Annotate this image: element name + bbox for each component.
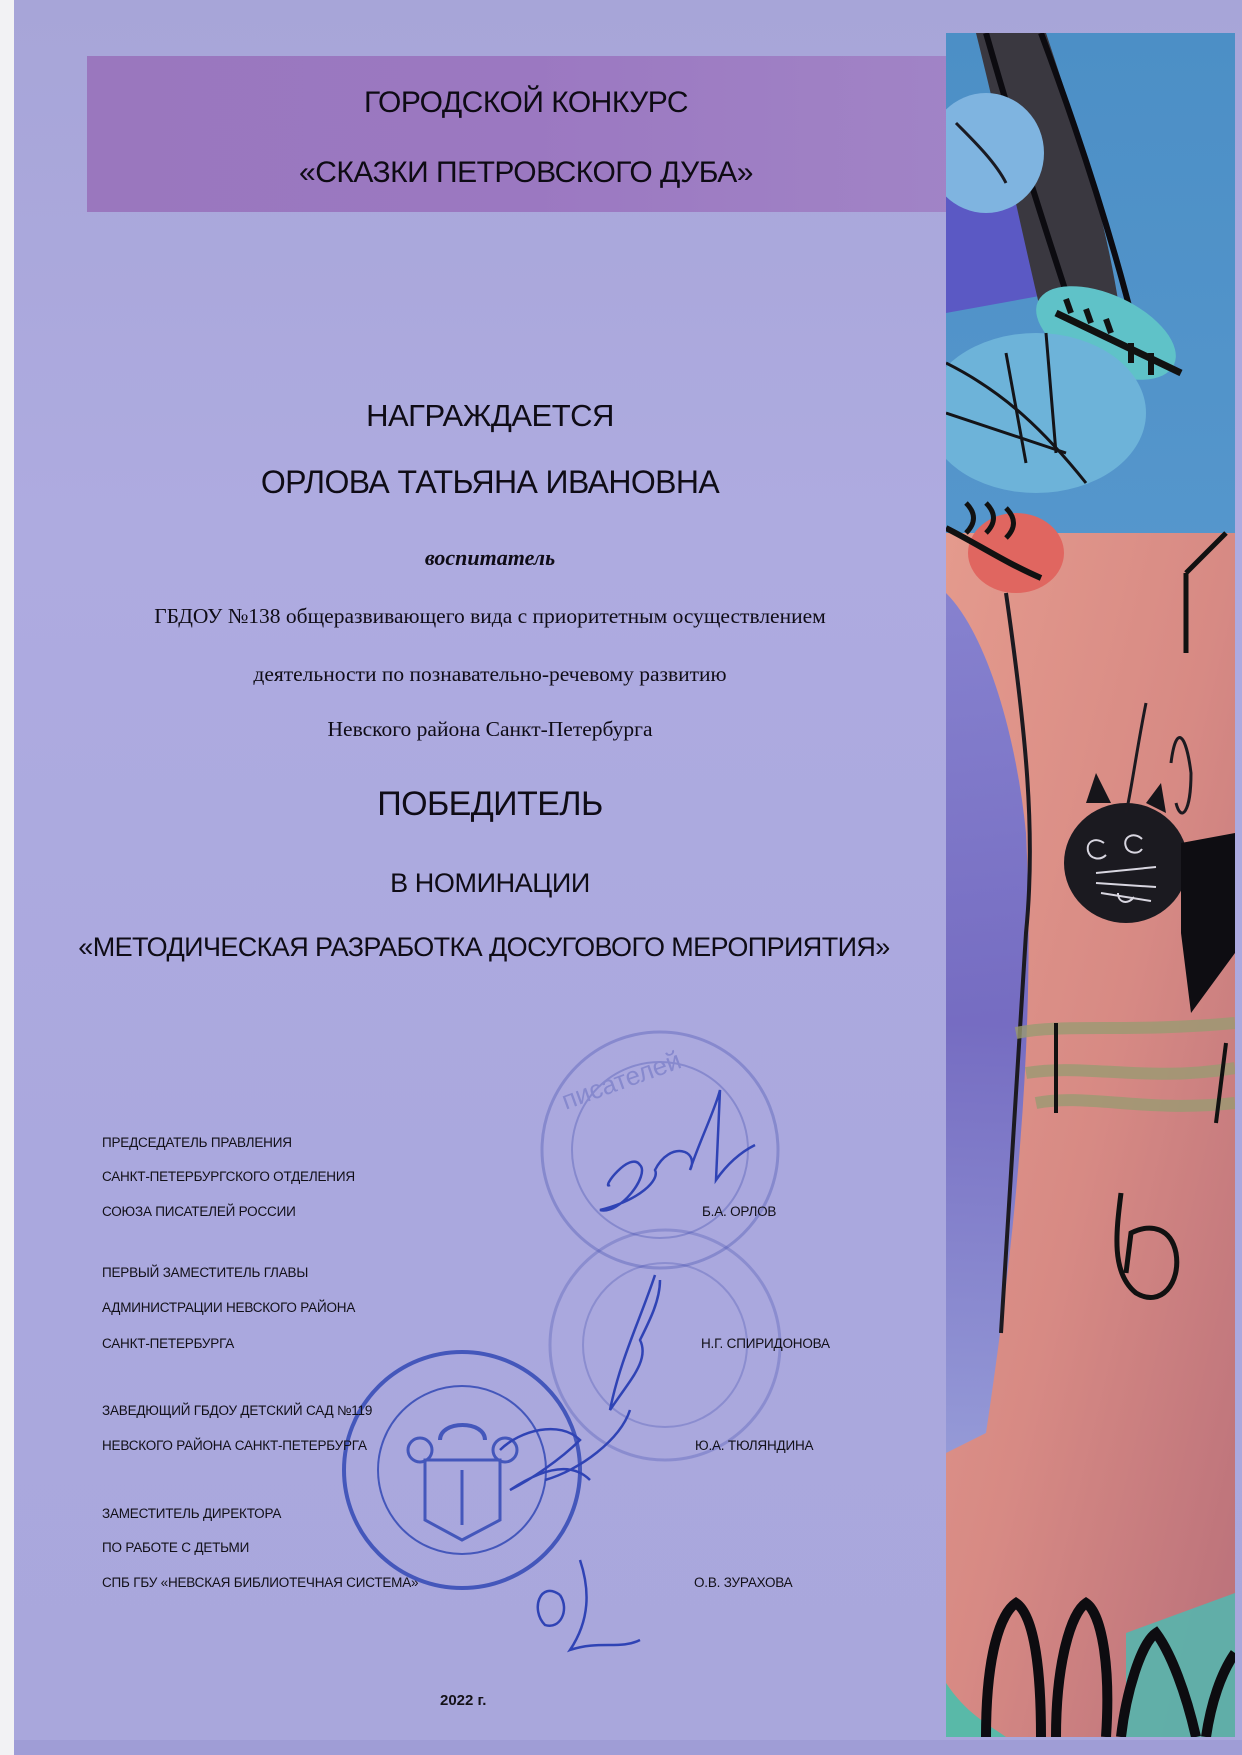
award-result: ПОБЕДИТЕЛЬ — [377, 785, 603, 823]
signatory-4-name: О.В. ЗУРАХОВА — [694, 1575, 793, 1590]
organization-line-3: Невского района Санкт-Петербурга — [327, 717, 653, 741]
awarded-label: НАГРАЖДАЕТСЯ — [366, 398, 614, 433]
contest-title: «СКАЗКИ ПЕТРОВСКОГО ДУБА» — [299, 156, 753, 189]
signatory-2-title-line-1: ПЕРВЫЙ ЗАМЕСТИТЕЛЬ ГЛАВЫ — [102, 1265, 309, 1280]
signatory-1-title-line-1: ПРЕДСЕДАТЕЛЬ ПРАВЛЕНИЯ — [102, 1135, 292, 1150]
signatory-2-title-line-2: АДМИНИСТРАЦИИ НЕВСКОГО РАЙОНА — [102, 1300, 356, 1315]
recipient-position: воспитатель — [424, 545, 556, 570]
signatory-2-name: Н.Г. СПИРИДОНОВА — [701, 1336, 830, 1351]
signatory-2-title-line-3: САНКТ-ПЕТЕРБУРГА — [102, 1336, 235, 1351]
certificate-year: 2022 г. — [440, 1692, 487, 1709]
nomination-label: В НОМИНАЦИИ — [390, 868, 590, 898]
svg-text:писателей: писателей — [557, 1044, 685, 1116]
signatory-1-title-line-3: СОЮЗА ПИСАТЕЛЕЙ РОССИИ — [102, 1204, 296, 1219]
signatory-3-title-line-2: НЕВСКОГО РАЙОНА САНКТ-ПЕТЕРБУРГА — [102, 1438, 367, 1453]
nomination-title: «МЕТОДИЧЕСКАЯ РАЗРАБОТКА ДОСУГОВОГО МЕРОПРИЯТИЯ» — [78, 932, 890, 962]
tree-cat-illustration-icon — [946, 33, 1235, 1737]
organization-line-1: ГБДОУ №138 общеразвивающего вида с приоритетным осуществлением — [154, 604, 826, 628]
contest-type: ГОРОДСКОЙ КОНКУРС — [363, 86, 689, 119]
signatory-4-title-line-1: ЗАМЕСТИТЕЛЬ ДИРЕКТОРА — [102, 1506, 282, 1521]
watercolor-artwork-panel — [946, 33, 1235, 1737]
recipient-name: ОРЛОВА ТАТЬЯНА ИВАНОВНА — [260, 464, 720, 500]
organization-line-2: деятельности по познавательно-речевому развитию — [253, 662, 727, 686]
contest-header-band — [87, 56, 965, 212]
signatory-1-name: Б.А. ОРЛОВ — [702, 1204, 777, 1219]
signatory-3-title-line-1: ЗАВЕДЮЩИЙ ГБДОУ ДЕТСКИЙ САД №119 — [102, 1403, 373, 1418]
signatory-4-title-line-2: ПО РАБОТЕ С ДЕТЬМИ — [102, 1540, 250, 1555]
page-bottom-edge — [14, 1740, 1242, 1755]
signatory-1-title-line-2: САНКТ-ПЕТЕРБУРГСКОГО ОТДЕЛЕНИЯ — [102, 1169, 355, 1184]
signatory-3-name: Ю.А. ТЮЛЯНДИНА — [695, 1438, 814, 1453]
signatory-4-title-line-3: СПБ ГБУ «НЕВСКАЯ БИБЛИОТЕЧНАЯ СИСТЕМА» — [102, 1575, 419, 1590]
